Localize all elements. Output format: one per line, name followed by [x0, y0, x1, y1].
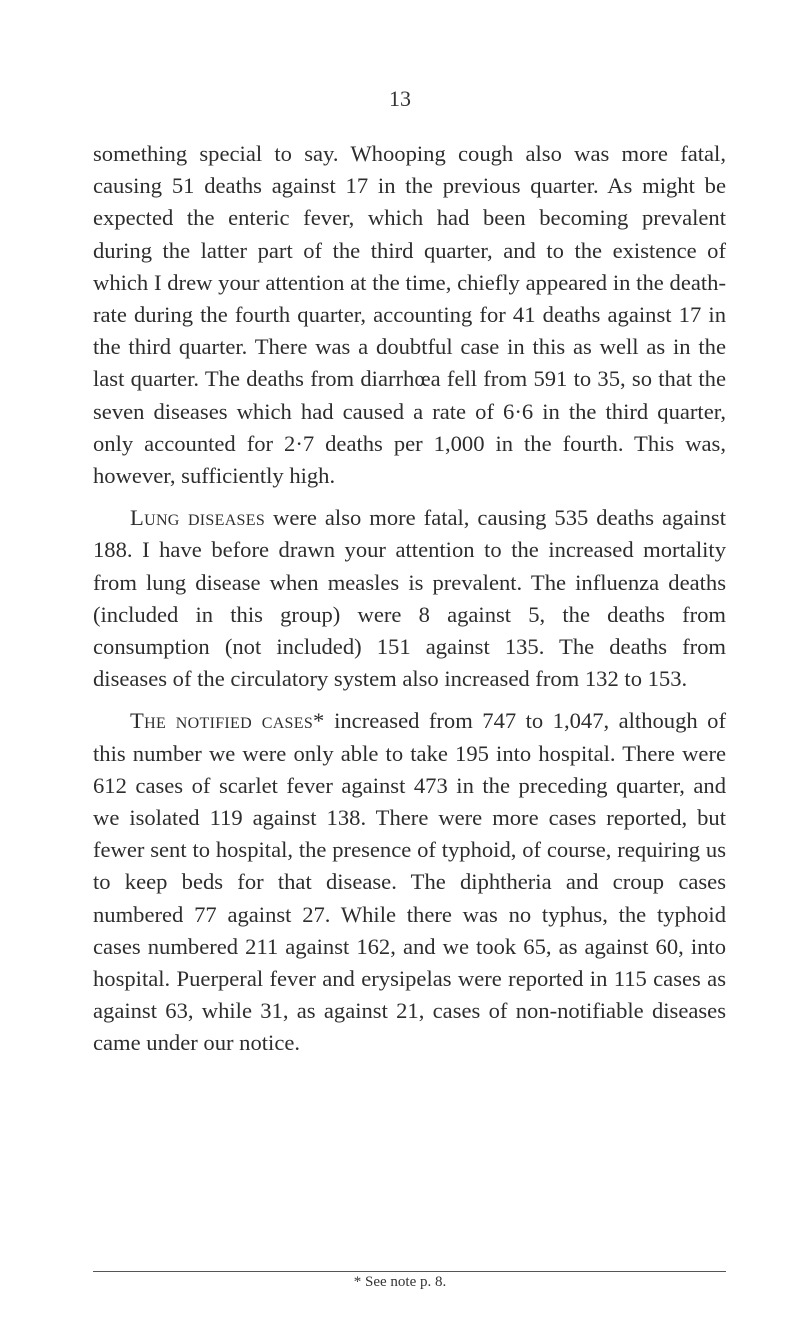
paragraph-lung-diseases [93, 502, 726, 695]
paragraph-continuation [93, 138, 726, 492]
paragraph-text: something special to say. Whooping cough also was more fatal, causing 51 deaths against 17 in the previous quarter. As might be expected the enteric fever, which had been becoming prevalent during the latter part of the third quarter, and to the existence of which I drew your attention at the time, chiefly appeared in the death-rate during the fourth quarter, accounting for 41 deaths against 17 in the third quarter. There was a doubtful case in this as well as in the last quarter. The deaths from diarrhœa fell from 591 to 35, so that the seven diseases which had caused a rate of 6·6 in the third quarter, only accounted for 2·7 deaths per 1,000 in the fourth. This was, however, sufficiently high. [93, 141, 726, 489]
paragraph-text: increased from 747 to 1,047, although of this number we were only able to take 195 into hospital. There were 612 cases of scarlet fever against 473 in the preceding quarter, and we isolated 119 against 138. There were more cases reported, but fewer sent to hospital, the presence of typhoid, of course, requiring us to keep beds for that disease. The diphtheria and croup cases numbered 77 against 27. While there was no typhus, the typhoid cases numbered 211 against 162, and we took 65, as against 60, into hospital. Puerperal fever and erysipelas were reported in 115 cases as against 63, while 31, as against 21, cases of non-notifiable diseases came under our notice. [93, 708, 726, 1056]
body-text [93, 138, 726, 1060]
footnote: * See note p. 8. [353, 1274, 447, 1290]
paragraph-lead-lung-diseases: Lung diseases [130, 505, 266, 531]
paragraph-lead-notified-cases: The notified cases* [130, 708, 325, 734]
page-number: 13 [389, 86, 411, 111]
paragraph-notified-cases [93, 705, 726, 1059]
footnote-divider [93, 1271, 726, 1272]
paragraph-text: were also more fatal, causing 535 deaths against 188. I have before drawn your attention to the increased mortality from lung disease when measles is prevalent. The influenza deaths (included in this group) were 8 against 5, the deaths from consumption (not included) 151 against 135. The deaths from diseases of the circulatory system also increased from 132 to 153. [93, 505, 726, 692]
